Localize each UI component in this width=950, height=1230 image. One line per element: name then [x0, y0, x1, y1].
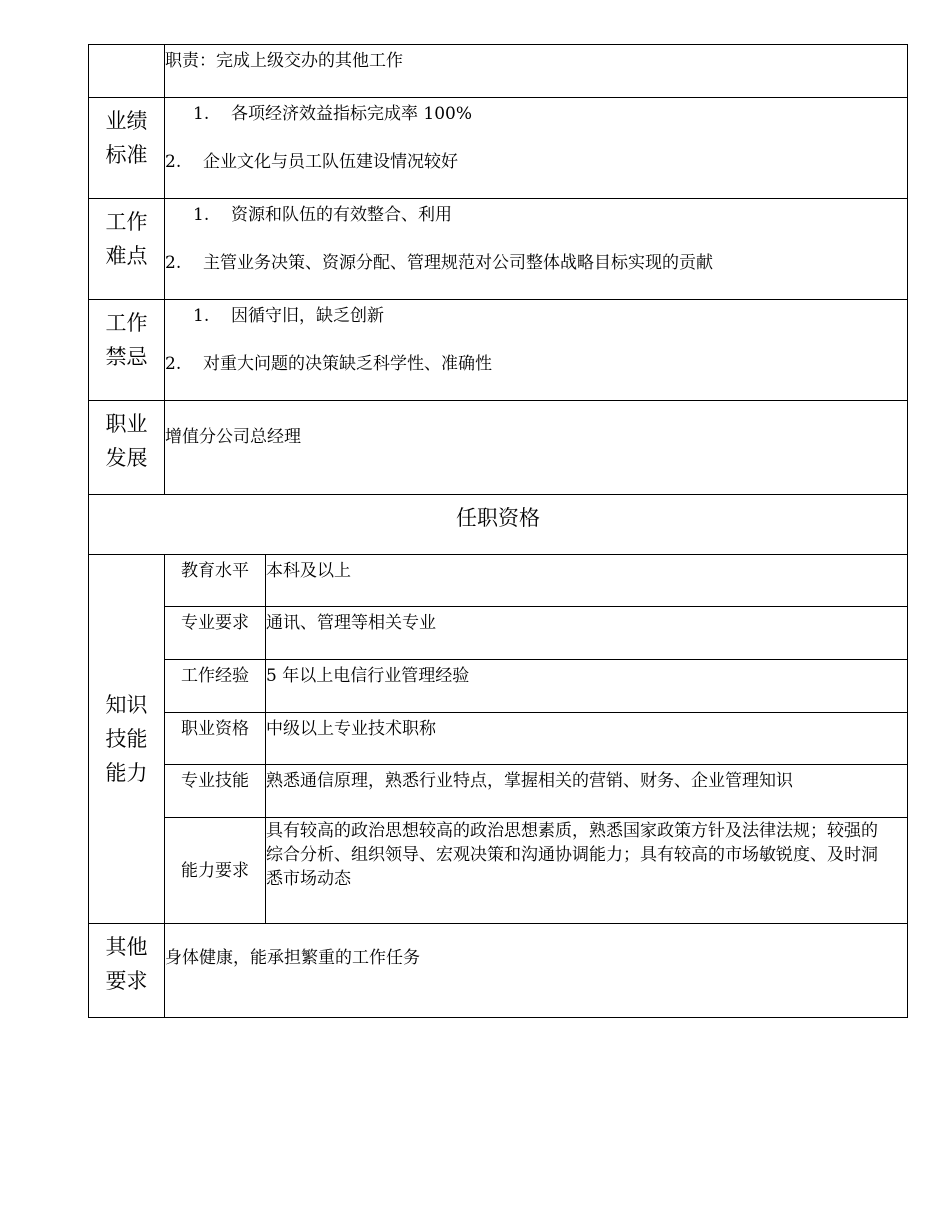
duties-label-cell — [89, 45, 165, 98]
qualification-row — [89, 818, 908, 924]
difficulties-label-line2: 难点 — [105, 244, 148, 268]
difficulties-item-2-num: 2. — [165, 253, 182, 273]
taboos-item-2 — [165, 352, 905, 376]
performance-label-line1: 业绩 — [105, 109, 148, 133]
qualifications-label-line1: 知识 — [105, 693, 148, 717]
qualifications-header-row — [89, 495, 908, 555]
other-label — [89, 924, 165, 1018]
duties-row — [89, 45, 908, 98]
difficulties-item-2 — [165, 251, 905, 275]
other-row — [89, 924, 908, 1018]
career-label-line2: 发展 — [105, 446, 148, 470]
taboos-label — [89, 300, 165, 401]
taboos-item-1 — [165, 304, 905, 328]
career-label-line1: 职业 — [105, 412, 148, 436]
qualifications-header: 任职资格 — [89, 495, 908, 555]
performance-item-1 — [165, 102, 905, 126]
career-row — [89, 401, 908, 495]
performance-item-2-text: 企业文化与员工队伍建设情况较好 — [203, 152, 458, 172]
other-label-line1: 其他 — [105, 935, 148, 959]
experience-label: 工作经验 — [165, 660, 266, 713]
education-label: 教育水平 — [165, 555, 266, 607]
taboos-item-2-num: 2. — [165, 354, 182, 374]
qualifications-label-line3: 能力 — [105, 761, 148, 785]
performance-label-line2: 标准 — [105, 143, 148, 167]
performance-item-2-num: 2. — [165, 152, 182, 172]
difficulties-label — [89, 199, 165, 300]
career-label — [89, 401, 165, 495]
taboos-item-2-text: 对重大问题的决策缺乏科学性、准确性 — [203, 354, 492, 374]
ability-value: 具有较高的政治思想较高的政治思想素质，熟悉国家政策方针及法律法规；较强的综合分析、组织领导、宏观决策和沟通协调能力；具有较高的市场敏锐度、及时洞悉市场动态 — [266, 818, 908, 924]
skills-label: 专业技能 — [165, 765, 266, 818]
ability-label: 能力要求 — [165, 818, 266, 924]
taboos-label-line1: 工作 — [105, 311, 148, 335]
career-text: 增值分公司总经理 — [165, 401, 908, 495]
difficulties-content — [165, 199, 908, 300]
qualification-row — [89, 607, 908, 660]
difficulties-item-1-text: 资源和队伍的有效整合、利用 — [231, 205, 452, 225]
taboos-item-1-num: 1. — [193, 306, 210, 326]
performance-label — [89, 98, 165, 199]
qualification-row — [89, 765, 908, 818]
performance-row — [89, 98, 908, 199]
difficulties-item-1-num: 1. — [193, 205, 210, 225]
performance-item-2 — [165, 150, 905, 174]
major-label: 专业要求 — [165, 607, 266, 660]
other-label-line2: 要求 — [105, 969, 148, 993]
certification-value: 中级以上专业技术职称 — [266, 713, 908, 765]
qualification-row — [89, 555, 908, 607]
qualification-row — [89, 713, 908, 765]
certification-label: 职业资格 — [165, 713, 266, 765]
education-value: 本科及以上 — [266, 555, 908, 607]
taboos-content — [165, 300, 908, 401]
performance-item-1-text: 各项经济效益指标完成率 100% — [231, 104, 473, 124]
difficulties-item-1 — [165, 203, 905, 227]
qualification-row — [89, 660, 908, 713]
taboos-row — [89, 300, 908, 401]
difficulties-item-2-text: 主管业务决策、资源分配、管理规范对公司整体战略目标实现的贡献 — [203, 253, 713, 273]
taboos-item-1-text: 因循守旧，缺乏创新 — [231, 306, 384, 326]
qualifications-label — [89, 555, 165, 924]
performance-item-1-num: 1. — [193, 104, 210, 124]
major-value: 通讯、管理等相关专业 — [266, 607, 908, 660]
job-description-table — [88, 44, 908, 1018]
other-text: 身体健康，能承担繁重的工作任务 — [165, 924, 908, 1018]
taboos-label-line2: 禁忌 — [105, 345, 148, 369]
qualifications-label-line2: 技能 — [105, 727, 148, 751]
performance-content — [165, 98, 908, 199]
difficulties-label-line1: 工作 — [105, 210, 148, 234]
experience-value: 5 年以上电信行业管理经验 — [266, 660, 908, 713]
difficulties-row — [89, 199, 908, 300]
skills-value: 熟悉通信原理，熟悉行业特点，掌握相关的营销、财务、企业管理知识 — [266, 765, 908, 818]
duties-text: 职责：完成上级交办的其他工作 — [165, 45, 908, 98]
